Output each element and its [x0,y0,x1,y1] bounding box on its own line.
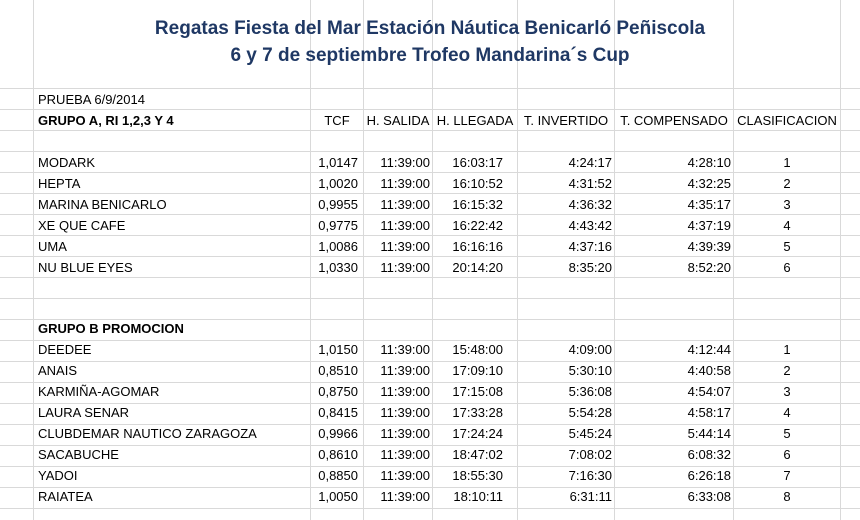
cell-llegada: 17:15:08 [452,384,503,399]
cell-tcf: 0,9775 [318,218,358,233]
cell-invertido: 4:24:17 [568,155,612,170]
header-invertido: T. INVERTIDO [523,113,609,128]
cell-name: RAIATEA [38,489,93,504]
cell-compensado: 4:35:17 [687,197,731,212]
cell-invertido: 8:35:20 [568,260,612,275]
cell-name: HEPTA [38,176,81,191]
cell-llegada: 18:47:02 [452,447,503,462]
grid-row-line [0,298,860,299]
grid-column-line [840,0,841,520]
cell-llegada: 16:22:42 [452,218,503,233]
cell-llegada: 16:15:32 [452,197,503,212]
cell-name: LAURA SENAR [38,405,130,420]
cell-llegada: 15:48:00 [452,342,503,357]
header-salida: H. SALIDA [366,113,430,128]
cell-tcf: 0,9966 [318,426,358,441]
cell-invertido: 4:31:52 [568,176,612,191]
cell-tcf: 0,8510 [318,363,358,378]
cell-tcf: 0,9955 [318,197,358,212]
cell-compensado: 5:44:14 [687,426,731,441]
cell-pos: 2 [783,176,791,191]
cell-llegada: 17:09:10 [452,363,503,378]
cell-invertido: 5:30:10 [568,363,612,378]
cell-pos: 1 [783,155,791,170]
cell-name: XE QUE CAFE [38,218,126,233]
group-b-header: GRUPO B PROMOCION [38,321,184,336]
cell-salida: 11:39:00 [380,426,430,441]
cell-tcf: 0,8850 [318,468,358,483]
cell-pos: 6 [783,447,791,462]
cell-name: UMA [38,239,67,254]
cell-salida: 11:39:00 [380,468,430,483]
cell-name: MARINA BENICARLO [38,197,167,212]
cell-salida: 11:39:00 [380,239,430,254]
cell-tcf: 1,0086 [318,239,358,254]
cell-pos: 3 [783,384,791,399]
cell-llegada: 20:14:20 [452,260,503,275]
cell-name: MODARK [38,155,96,170]
header-llegada: H. LLEGADA [436,113,514,128]
cell-invertido: 5:36:08 [568,384,612,399]
cell-tcf: 0,8750 [318,384,358,399]
cell-name: DEEDEE [38,342,92,357]
cell-salida: 11:39:00 [380,218,430,233]
grid-row-line [0,508,860,509]
title-line-1: Regatas Fiesta del Mar Estación Náutica Benicarló Peñiscola [154,18,706,39]
cell-tcf: 0,8610 [318,447,358,462]
cell-invertido: 7:16:30 [568,468,612,483]
cell-llegada: 18:10:11 [453,489,503,504]
cell-tcf: 1,0020 [318,176,358,191]
cell-compensado: 4:37:19 [687,218,731,233]
cell-pos: 4 [783,218,791,233]
cell-salida: 11:39:00 [380,489,430,504]
cell-invertido: 5:54:28 [568,405,612,420]
cell-name: NU BLUE EYES [38,260,133,275]
cell-compensado: 4:12:44 [687,342,731,357]
cell-name: SACABUCHE [38,447,119,462]
cell-invertido: 5:45:24 [568,426,612,441]
cell-pos: 2 [783,363,791,378]
cell-pos: 8 [783,489,791,504]
cell-invertido: 4:37:16 [568,239,612,254]
prueba-label: PRUEBA 6/9/2014 [38,92,145,107]
header-tcf: TCF [324,113,350,128]
cell-salida: 11:39:00 [380,405,430,420]
cell-salida: 11:39:00 [380,260,430,275]
cell-compensado: 6:26:18 [687,468,731,483]
cell-salida: 11:39:00 [380,363,430,378]
cell-invertido: 4:36:32 [568,197,612,212]
group-a-header: GRUPO A, RI 1,2,3 Y 4 [38,113,174,128]
title-line-2: 6 y 7 de septiembre Trofeo Mandarina´s Cup [230,45,630,66]
cell-compensado: 8:52:20 [687,260,731,275]
grid-column-line [33,0,34,520]
cell-compensado: 4:54:07 [687,384,731,399]
cell-compensado: 4:32:25 [687,176,731,191]
cell-llegada: 16:16:16 [452,239,503,254]
cell-compensado: 4:40:58 [687,363,731,378]
cell-tcf: 0,8415 [318,405,358,420]
cell-invertido: 7:08:02 [568,447,612,462]
cell-salida: 11:39:00 [380,447,430,462]
cell-pos: 4 [783,405,791,420]
cell-name: ANAIS [38,363,78,378]
cell-pos: 7 [783,468,791,483]
cell-compensado: 4:58:17 [687,405,731,420]
cell-invertido: 6:31:11 [569,489,612,504]
header-compensado: T. COMPENSADO [620,113,728,128]
cell-pos: 5 [783,426,791,441]
cell-llegada: 16:03:17 [452,155,503,170]
header-clasificacion: CLASIFICACION [737,113,837,128]
cell-salida: 11:39:00 [380,197,430,212]
cell-invertido: 4:09:00 [568,342,612,357]
cell-tcf: 1,0147 [318,155,358,170]
cell-invertido: 4:43:42 [568,218,612,233]
cell-compensado: 4:39:39 [687,239,731,254]
cell-pos: 6 [783,260,791,275]
cell-pos: 3 [783,197,791,212]
cell-tcf: 1,0050 [318,489,358,504]
cell-name: YADOI [38,468,78,483]
cell-compensado: 4:28:10 [687,155,731,170]
cell-salida: 11:39:00 [380,384,430,399]
cell-llegada: 16:10:52 [452,176,503,191]
cell-pos: 1 [783,342,791,357]
cell-llegada: 17:24:24 [452,426,503,441]
cell-llegada: 18:55:30 [452,468,503,483]
cell-salida: 11:39:00 [380,342,430,357]
cell-tcf: 1,0150 [318,342,358,357]
cell-tcf: 1,0330 [318,260,358,275]
cell-salida: 11:39:00 [380,155,430,170]
cell-salida: 11:39:00 [380,176,430,191]
cell-compensado: 6:08:32 [687,447,731,462]
cell-name: CLUBDEMAR NAUTICO ZARAGOZA [38,426,257,441]
cell-compensado: 6:33:08 [687,489,731,504]
cell-pos: 5 [783,239,791,254]
cell-llegada: 17:33:28 [452,405,503,420]
cell-name: KARMIÑA-AGOMAR [38,384,160,399]
